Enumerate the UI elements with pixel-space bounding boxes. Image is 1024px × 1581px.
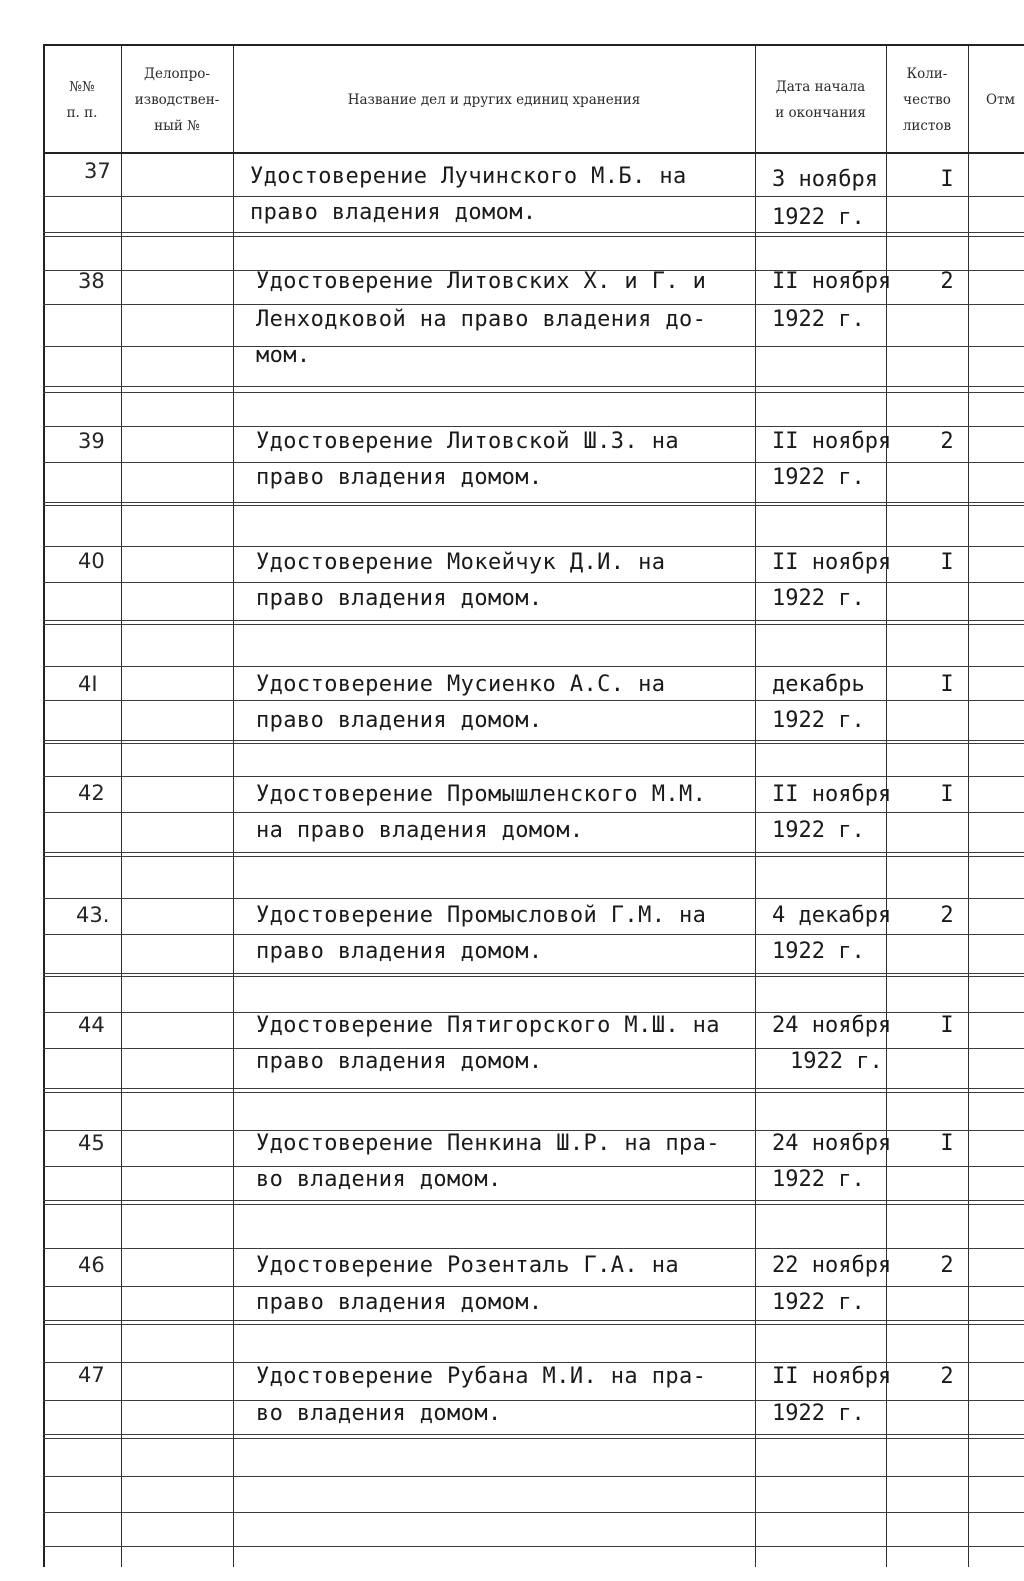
ruled-line [43,1088,1024,1089]
entry-number: 37 [84,159,111,183]
ruled-line [43,973,1024,974]
header-dates: Дата начала и окончания [775,79,866,121]
entry-title-line: Ленходковой на право владения до- [256,307,707,332]
header-title: Название дел и других единиц хранения [347,92,641,108]
entry-date-year: 1922 г. [772,939,865,964]
ruled-line [43,1434,1024,1435]
col-rule-2 [233,44,234,1567]
entry-date-year: 1922 г. [772,307,865,332]
entry-sheets: I [940,672,954,697]
entry-sheets: 2 [940,269,954,294]
header-bottom-rule [43,152,1024,154]
entry-number: 42 [78,781,105,805]
ruled-line [43,743,1024,744]
entry-number: 40 [78,549,105,573]
col-rule-0 [43,44,45,1567]
entry-date-start: декабрь [772,672,865,697]
entry-date-start: 3 ноября [772,167,878,192]
ruled-line [43,386,1024,387]
entry-title-line: право владения домом. [256,939,543,964]
entry-title-line: право владения домом. [256,1049,543,1074]
ruled-line [43,852,1024,853]
entry-title-line: Удостоверение Мусиенко А.С. на [256,672,666,697]
entry-title-line: право владения домом. [256,586,543,611]
ruled-line [43,236,1024,237]
ruled-line [43,505,1024,506]
entry-date-start: 24 ноября [772,1013,892,1038]
entry-title-line: Удостоверение Розенталь Г.А. на [256,1253,679,1278]
ruled-line [43,1512,1024,1513]
entry-date-year: 1922 г. [772,818,865,843]
entry-number: 39 [78,429,105,453]
entry-title-line: Удостоверение Мокейчук Д.И. на [256,550,666,575]
entry-title-line: право владения домом. [256,1290,543,1315]
entry-sheets: 2 [940,429,954,454]
ruled-line [43,740,1024,741]
entry-number: 38 [78,269,105,293]
entry-number: 46 [78,1253,105,1277]
ruled-line [43,624,1024,625]
entry-number: 44 [78,1013,105,1037]
ruled-line [43,1438,1024,1439]
entry-sheets: I [940,550,954,575]
entry-number: 47 [78,1363,105,1387]
header-sheets: Коли- чество листов [902,66,952,134]
entry-title-line: Удостоверение Литовской Ш.З. на [256,429,679,454]
header-num: №№ п. п. [66,79,98,121]
ruled-line [43,392,1024,393]
entry-date-year: 1922 г. [772,1167,865,1192]
ruled-line [43,1476,1024,1477]
entry-number: 45 [78,1131,105,1155]
entry-title-line: Удостоверение Промысловой Г.М. на [256,903,707,928]
entry-date-year: 1922 г. [790,1049,883,1074]
entry-sheets: 2 [940,1364,954,1389]
entry-sheets: I [940,1131,954,1156]
entry-date-start: II ноября [772,1364,892,1389]
entry-title-line: во владения домом. [256,1167,502,1192]
entry-sheets: I [940,782,954,807]
entry-title-line: право владения домом. [256,465,543,490]
entry-date-year: 1922 г. [772,1290,865,1315]
entry-title-line: Удостоверение Пенкина Ш.Р. на пра- [256,1131,720,1156]
entry-date-year: 1922 г. [772,1401,865,1426]
entry-date-start: II ноября [772,269,892,294]
entry-title-line: Удостоверение Пятигорского М.Ш. на [256,1013,720,1038]
entry-sheets: 2 [940,903,954,928]
ruled-line [43,1204,1024,1205]
ruled-line [43,346,1024,347]
col-rule-3 [755,44,756,1567]
entry-date-year: 1922 г. [772,465,865,490]
entry-title-line: право владения домом. [250,200,537,225]
entry-sheets: I [940,167,954,192]
entry-number: 43. [76,903,110,927]
col-rule-5 [968,44,969,1567]
ruled-line [43,620,1024,621]
ruled-line [43,502,1024,503]
entry-title-line: Удостоверение Литовских Х. и Г. и [256,269,707,294]
entry-date-start: II ноября [772,550,892,575]
ruled-line [43,856,1024,857]
entry-date-start: 24 ноября [772,1131,892,1156]
ruled-line [43,1200,1024,1201]
ruled-line [43,976,1024,977]
entry-title-line: право владения домом. [256,708,543,733]
ruled-line [43,1092,1024,1093]
col-rule-1 [121,44,122,1567]
entry-title-line: Удостоверение Рубана М.И. на пра- [256,1364,707,1389]
entry-date-start: 22 ноября [772,1253,892,1278]
header-office-number: Делопро- изводствен- ный № [134,66,220,134]
ruled-line [43,1546,1024,1547]
entry-date-start: 4 декабря [772,903,892,928]
header-notes: Отм [986,92,1016,108]
entry-date-start: II ноября [772,429,892,454]
ruled-line [43,1324,1024,1325]
entry-title-line: мом. [256,343,311,368]
entry-sheets: I [940,1013,954,1038]
entry-sheets: 2 [940,1253,954,1278]
entry-number: 4I [78,672,98,696]
entry-title-line: во владения домом. [256,1401,502,1426]
entry-title-line: на право владения домом. [256,818,584,843]
entry-date-year: 1922 г. [772,205,865,230]
entry-date-year: 1922 г. [772,708,865,733]
entry-title-line: Удостоверение Промышленского М.М. [256,782,707,807]
entry-title-line: Удостоверение Лучинского М.Б. на [250,164,687,189]
entry-date-year: 1922 г. [772,586,865,611]
header-top-rule [43,44,1024,46]
entry-date-start: II ноября [772,782,892,807]
